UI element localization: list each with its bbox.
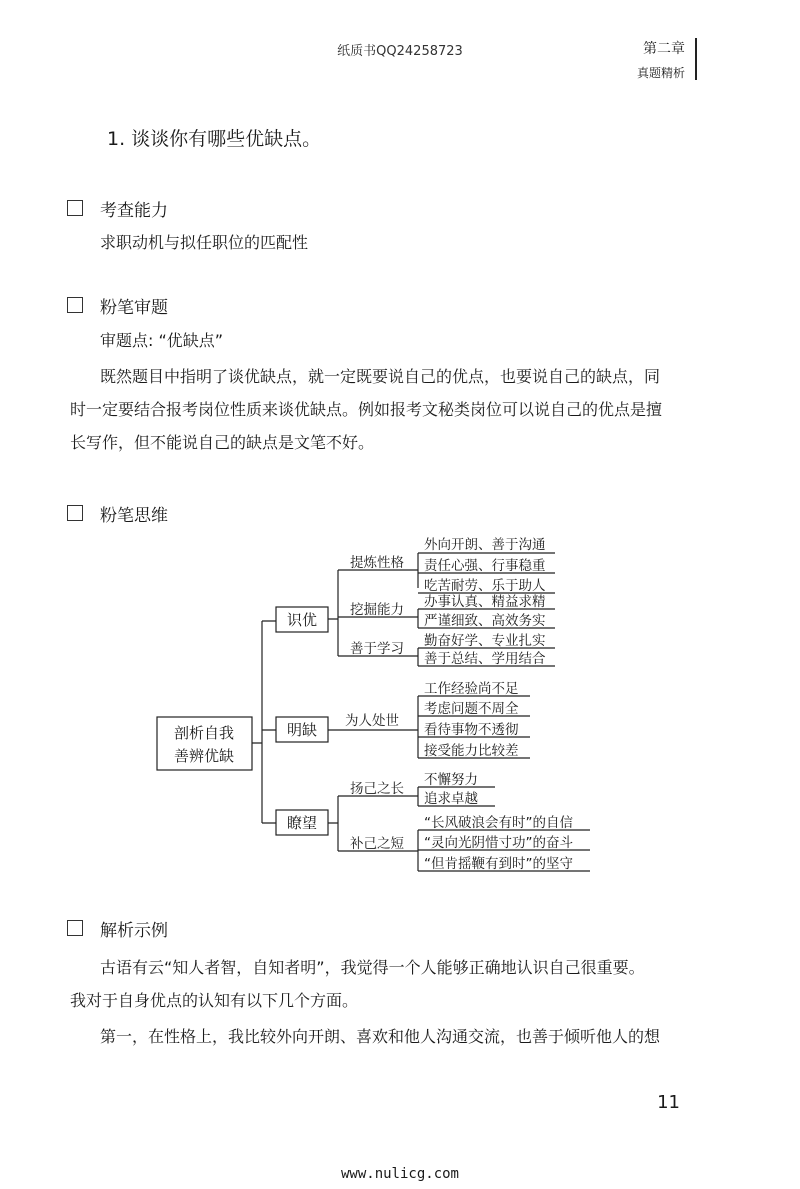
page-number: 11: [657, 1092, 680, 1113]
question-title: 1. 谈谈你有哪些优缺点。: [107, 128, 322, 150]
example-line-1: 古语有云“知人者智，自知者明”，我觉得一个人能够正确地认识自己很重要。: [100, 958, 645, 977]
mindmap-root-label: 剖析自我: [173, 724, 235, 742]
mindmap-sub-label: 扬己之长: [350, 781, 404, 797]
mindmap-leaf: 办事认真、精益求精: [424, 594, 546, 610]
footer-url: www.nulicg.com: [340, 1166, 459, 1182]
mindmap-leaf: 勤奋好学、专业扎实: [424, 633, 546, 649]
mindmap-leaf: 严谨细致、高效务实: [424, 613, 546, 629]
section-ability-title: 考查能力: [100, 201, 168, 221]
mindmap-sub-label: 为人处世: [345, 713, 399, 729]
section-review-title: 粉笔审题: [100, 298, 168, 318]
mindmap-leaf: 追求卓越: [424, 791, 478, 807]
mindmap-leaf: 考虑问题不周全: [424, 701, 519, 717]
mindmap-leaf: “灵向光阴惜寸功”的奋斗: [424, 835, 573, 851]
review-point: 审题点: “优缺点”: [100, 331, 224, 350]
section-example-icon: [67, 920, 83, 936]
example-line-2: 我对于自身优点的认知有以下几个方面。: [70, 991, 359, 1010]
mindmap-sub-label: 挖掘能力: [350, 602, 404, 618]
mindmap-leaf: 责任心强、行事稳重: [424, 558, 546, 574]
mindmap-leaf: 不懈努力: [424, 772, 478, 788]
mindmap-sub-label: 补己之短: [350, 836, 404, 852]
section-example-title: 解析示例: [100, 921, 168, 941]
mindmap-branch-label: 识优: [286, 611, 318, 629]
mindmap-leaf: 看待事物不透彻: [424, 722, 519, 738]
mindmap-sub-label: 提炼性格: [350, 555, 404, 571]
mindmap-leaf: 工作经验尚不足: [424, 681, 519, 697]
review-line-1: 既然题目中指明了谈优缺点，就一定既要说自己的优点，也要说自己的缺点，同: [100, 367, 661, 386]
mindmap-leaf: 接受能力比较差: [424, 743, 519, 759]
mindmap-leaf: 善于总结、学用结合: [424, 651, 546, 667]
section-thinking-title: 粉笔思维: [100, 506, 168, 526]
chapter-subtitle: 真题精析: [636, 66, 685, 80]
mindmap-leaf: 吃苦耐劳、乐于助人: [424, 578, 546, 594]
mindmap-leaf: “长风破浪会有时”的自信: [424, 815, 573, 831]
mindmap-leaf: 外向开朗、善于沟通: [424, 537, 546, 553]
mindmap-branch-label: 瞭望: [286, 814, 318, 832]
review-line-2: 时一定要结合报考岗位性质来谈优缺点。例如报考文秘类岗位可以说自己的优点是擅: [70, 400, 663, 419]
mindmap-root-label: 善辨优缺: [173, 747, 235, 765]
mindmap-leaf: “但肯摇鞭有到时”的坚守: [424, 856, 573, 872]
mindmap-branch-label: 明缺: [286, 721, 318, 739]
mindmap-sub-label: 善于学习: [350, 641, 404, 657]
section-ability-body: 求职动机与拟任职位的匹配性: [100, 233, 309, 252]
chapter-label: 第二章: [643, 41, 685, 57]
header-watermark: 纸质书QQ24258723: [337, 44, 463, 59]
review-line-3: 长写作，但不能说自己的缺点是文笔不好。: [70, 433, 375, 452]
example-line-3: 第一，在性格上，我比较外向开朗、喜欢和他人沟通交流，也善于倾听他人的想: [100, 1027, 661, 1046]
